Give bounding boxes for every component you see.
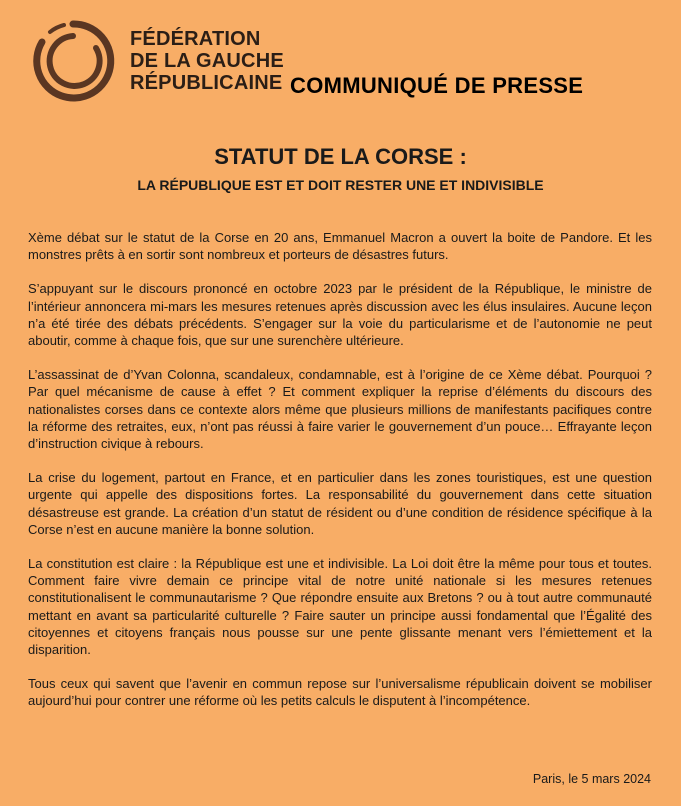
ring-logo-icon	[30, 18, 116, 104]
press-release-heading: COMMUNIQUÉ DE PRESSE	[290, 73, 584, 98]
paragraph-5: La constitution est claire : la République est une et indivisible. La Loi doit être la même pour tous et toutes. Comment faire vivre demain ce principe vital de notre unité nationale si les mesures retenues constitutionalisent le communautarisme ? Que répondre ensuite aux Bretons ? ou à tout autre communauté mettant en avant sa particularité culturelle ? Faire sauter un principe aussi fondamental que l’Égalité des citoyennes et citoyens français nous pousse sur une pente glissante menant vers l’émiettement et la disparition.	[28, 556, 652, 658]
paragraph-2: S’appuyant sur le discours prononcé en octobre 2023 par le président de la République, le ministre de l’intérieur annoncera mi-mars les mesures retenues après discussion avec les élus insulaires. Aucune leçon n’a été tirée des débats précédents. S’engager sur la voie du particularisme et de l’autonomie ne peut aboutir, comme à chaque fois, que sur une surenchère ultérieure.	[28, 281, 652, 349]
article-body	[28, 229, 652, 727]
date-signature: Paris, le 5 mars 2024	[532, 772, 651, 786]
paragraph-1: Xème débat sur le statut de la Corse en 20 ans, Emmanuel Macron a ouvert la boite de Pandore. Et les monstres prêts à en sortir sont nombreux et porteurs de désastres futurs.	[28, 230, 652, 263]
logo-line-3: RÉPUBLICAINE	[130, 72, 283, 94]
paragraph-6: Tous ceux qui savent que l’avenir en commun repose sur l’universalisme républicain doivent se mobiliser aujourd’hui pour contrer une réforme où les petits calculs le disputent à l’incompétence.	[28, 676, 652, 709]
logo-line-2: DE LA GAUCHE	[130, 50, 284, 72]
paragraph-4: La crise du logement, partout en France, et en particulier dans les zones touristiques, est une question urgente qui appelle des dispositions fortes. La responsabilité du gouvernement dans cette situation désastreuse est grande. La création d’un statut de résident ou d’une condition de résidence spécifique à la Corse n’est en aucune manière la bonne solution.	[28, 470, 652, 537]
logo-line-1: FÉDÉRATION	[130, 28, 261, 50]
article-subtitle: LA RÉPUBLIQUE EST ET DOIT RESTER UNE ET INDIVISIBLE	[137, 177, 544, 193]
article-title: STATUT DE LA CORSE :	[214, 144, 467, 169]
paragraph-3: L’assassinat de d’Yvan Colonna, scandaleux, condamnable, est à l’origine de ce Xème débat. Pourquoi ? Par quel mécanisme de cause à effet ? Et comment expliquer la reprise d’éléments du discours des nationalistes corses dans ce contexte alors même que plusieurs millions de manifestants pacifiques contre la réforme des retraites, eux, n’ont pas réussi à faire varier le gouvernement d’un pouce… Effrayante leçon d’instruction civique à rebours.	[28, 367, 652, 452]
federation-logo	[30, 18, 284, 104]
logo-wordmark	[130, 28, 284, 94]
